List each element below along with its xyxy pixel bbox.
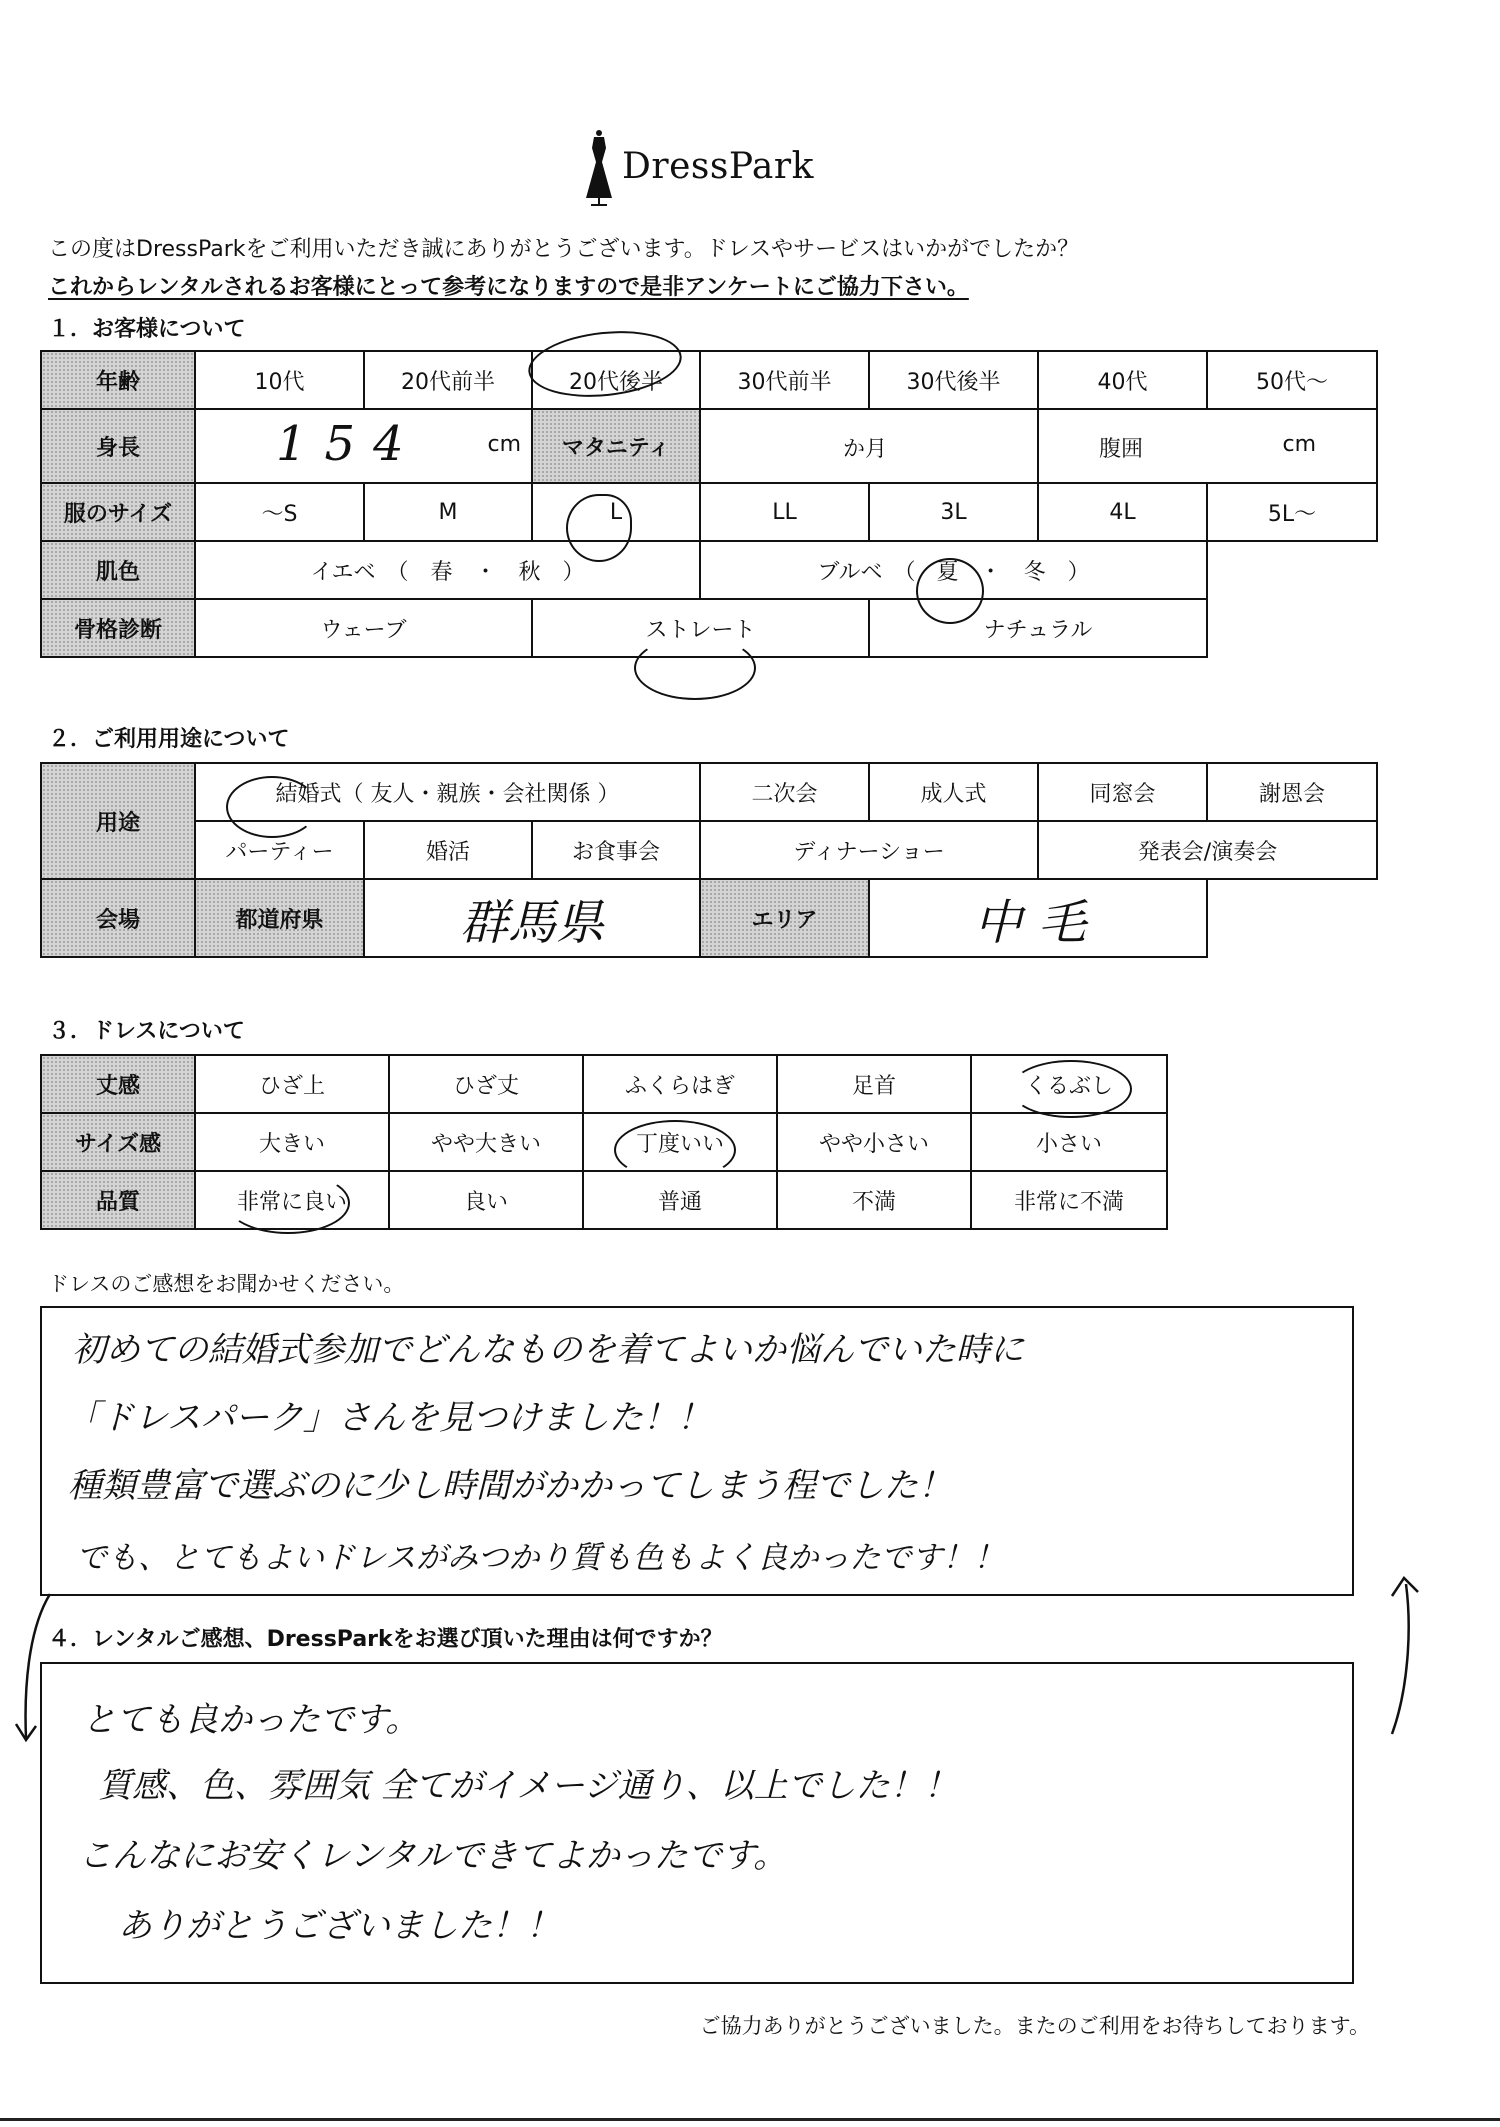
dress-comment-line: 初めての結婚式参加でどんなものを着てよいか悩んでいた時に: [72, 1330, 1024, 1370]
purpose-option[interactable]: ディナーショー: [700, 821, 1038, 879]
skin-label: 肌色: [41, 541, 195, 599]
intro-text: この度はDressParkをご利用いただき誠にありがとうございます。ドレスやサービスはいかがでしたか？: [48, 237, 1080, 262]
waist-field[interactable]: [1038, 409, 1377, 483]
brand-name: DressPark: [622, 146, 814, 187]
height-field[interactable]: [195, 409, 532, 483]
age-option[interactable]: 40代: [1038, 351, 1207, 409]
length-option[interactable]: ひざ上: [195, 1055, 389, 1113]
fit-option[interactable]: 大きい: [195, 1113, 389, 1171]
skin-selection-mark: [916, 558, 984, 624]
quality-label: 品質: [41, 1171, 195, 1229]
rental-comment-line: 質感、色、雰囲気 全てがイメージ通り、以上でした！！: [98, 1766, 958, 1806]
prefecture-label: 都道府県: [195, 879, 364, 957]
frame-option-selected[interactable]: ストレート: [532, 599, 869, 657]
length-option-selected[interactable]: くるぶし: [971, 1055, 1167, 1113]
age-label: 年齢: [41, 351, 195, 409]
prefecture-value: 群馬県: [460, 894, 605, 951]
quality-selection-mark: [226, 1172, 350, 1234]
quality-option[interactable]: 非常に不満: [971, 1171, 1167, 1229]
footer-thanks: ご協力ありがとうございました。またのご利用をお待ちしております。: [699, 2014, 1370, 2038]
skin-blue-suffix: ・ 冬 ）: [979, 559, 1090, 585]
frame-option[interactable]: ナチュラル: [869, 599, 1207, 657]
empty-cell: [1207, 879, 1377, 957]
section3-title: ３．ドレスについて: [48, 1019, 245, 1044]
purpose-wedding-option[interactable]: 結婚式（ 友人・親族・会社関係 ）: [195, 763, 700, 821]
quality-option[interactable]: 良い: [389, 1171, 583, 1229]
customer-table: [40, 350, 1378, 658]
size-option[interactable]: 5L～: [1207, 483, 1377, 541]
down-arrow-icon: [10, 1590, 60, 1750]
age-option[interactable]: 10代: [195, 351, 364, 409]
purpose-selection-mark: [226, 776, 318, 838]
skin-blue-prefix: ブルベ （: [817, 559, 916, 585]
dress-comment-line: 「ドレスパーク」さんを見つけました！！: [66, 1398, 711, 1438]
area-label: エリア: [700, 879, 869, 957]
waist-unit: cm: [1282, 432, 1316, 457]
skin-yellow-option[interactable]: イエベ （ 春 ・ 秋 ）: [195, 541, 700, 599]
height-unit: cm: [487, 432, 521, 457]
purpose-option[interactable]: 婚活: [364, 821, 532, 879]
length-option[interactable]: ふくらはぎ: [583, 1055, 777, 1113]
maternity-unit: か月: [842, 437, 887, 462]
dress-comment-line: 種類豊富で選ぶのに少し時間がかかってしまう程でした！: [68, 1466, 952, 1506]
frame-selection-mark: [634, 636, 756, 700]
fit-option[interactable]: やや小さい: [777, 1113, 971, 1171]
size-label: 服のサイズ: [41, 483, 195, 541]
area-field[interactable]: [869, 879, 1207, 957]
venue-label: 会場: [41, 879, 195, 957]
quality-option[interactable]: 普通: [583, 1171, 777, 1229]
rental-comment-title: ４．レンタルご感想、DressParkをお選び頂いた理由は何ですか？: [48, 1627, 723, 1652]
age-option[interactable]: 30代後半: [869, 351, 1038, 409]
purpose-option[interactable]: 同窓会: [1038, 763, 1207, 821]
purpose-option[interactable]: 謝恩会: [1207, 763, 1377, 821]
section1-title: １．お客様について: [48, 317, 246, 342]
rental-comment-line: ありがとうございました！！: [118, 1906, 560, 1946]
fit-selection-mark: [614, 1120, 736, 1180]
height-label: 身長: [41, 409, 195, 483]
frame-option[interactable]: ウェーブ: [195, 599, 532, 657]
dress-table: [40, 1054, 1168, 1230]
length-selection-mark: [1010, 1060, 1132, 1118]
dress-comment-box[interactable]: [40, 1306, 1354, 1596]
size-option[interactable]: ～S: [195, 483, 364, 541]
size-option[interactable]: 3L: [869, 483, 1038, 541]
purpose-label: 用途: [41, 763, 195, 879]
purpose-option[interactable]: パーティー: [195, 821, 364, 879]
rental-comment-line: とても良かったです。: [82, 1700, 420, 1740]
scan-edge: [0, 2118, 1500, 2121]
rental-comment-box[interactable]: [40, 1662, 1354, 1984]
frame-label: 骨格診断: [41, 599, 195, 657]
fit-label: サイズ感: [41, 1113, 195, 1171]
quality-option-selected[interactable]: 非常に良い: [195, 1171, 389, 1229]
up-arrow-icon: [1378, 1570, 1428, 1740]
dress-comment-prompt: ドレスのご感想をお聞かせください。: [48, 1272, 405, 1296]
waist-label: 腹囲: [1099, 437, 1144, 462]
age-option-selected[interactable]: 20代後半: [532, 351, 700, 409]
empty-cell: [1207, 541, 1377, 599]
length-option[interactable]: ひざ丈: [389, 1055, 583, 1113]
maternity-field[interactable]: [700, 409, 1038, 483]
height-value: 154: [276, 416, 422, 472]
size-option-selected[interactable]: L: [532, 483, 700, 541]
dress-form-icon: [582, 128, 616, 208]
age-option[interactable]: 30代前半: [700, 351, 869, 409]
purpose-option[interactable]: お食事会: [532, 821, 700, 879]
fit-option[interactable]: やや大きい: [389, 1113, 583, 1171]
dresspark-logo: [570, 110, 930, 220]
purpose-option[interactable]: 発表会/演奏会: [1038, 821, 1377, 879]
dress-comment-line: でも、とてもよいドレスがみつかり質も色もよく良かったです！！: [76, 1540, 1005, 1576]
age-option[interactable]: 20代前半: [364, 351, 532, 409]
length-option[interactable]: 足首: [777, 1055, 971, 1113]
size-option[interactable]: 4L: [1038, 483, 1207, 541]
rental-comment-line: こんなにお安くレンタルできてよかったです。: [78, 1836, 788, 1876]
fit-option[interactable]: 小さい: [971, 1113, 1167, 1171]
section2-title: ２．ご利用用途について: [48, 727, 290, 752]
size-option[interactable]: M: [364, 483, 532, 541]
length-label: 丈感: [41, 1055, 195, 1113]
empty-cell: [1207, 599, 1377, 657]
fit-option-selected[interactable]: 丁度いい: [583, 1113, 777, 1171]
area-value: 中毛: [974, 894, 1103, 951]
size-selection-mark: [566, 494, 632, 562]
skin-blue-summer: 夏: [936, 559, 959, 585]
intro-request: これからレンタルされるお客様にとって参考になりますので是非アンケートにご協力下さい。: [48, 275, 969, 300]
prefecture-field[interactable]: [364, 879, 700, 957]
purpose-option[interactable]: 成人式: [869, 763, 1038, 821]
size-option[interactable]: LL: [700, 483, 869, 541]
purpose-option[interactable]: 二次会: [700, 763, 869, 821]
maternity-label: マタニティ: [532, 409, 700, 483]
quality-option[interactable]: 不満: [777, 1171, 971, 1229]
age-option[interactable]: 50代～: [1207, 351, 1377, 409]
